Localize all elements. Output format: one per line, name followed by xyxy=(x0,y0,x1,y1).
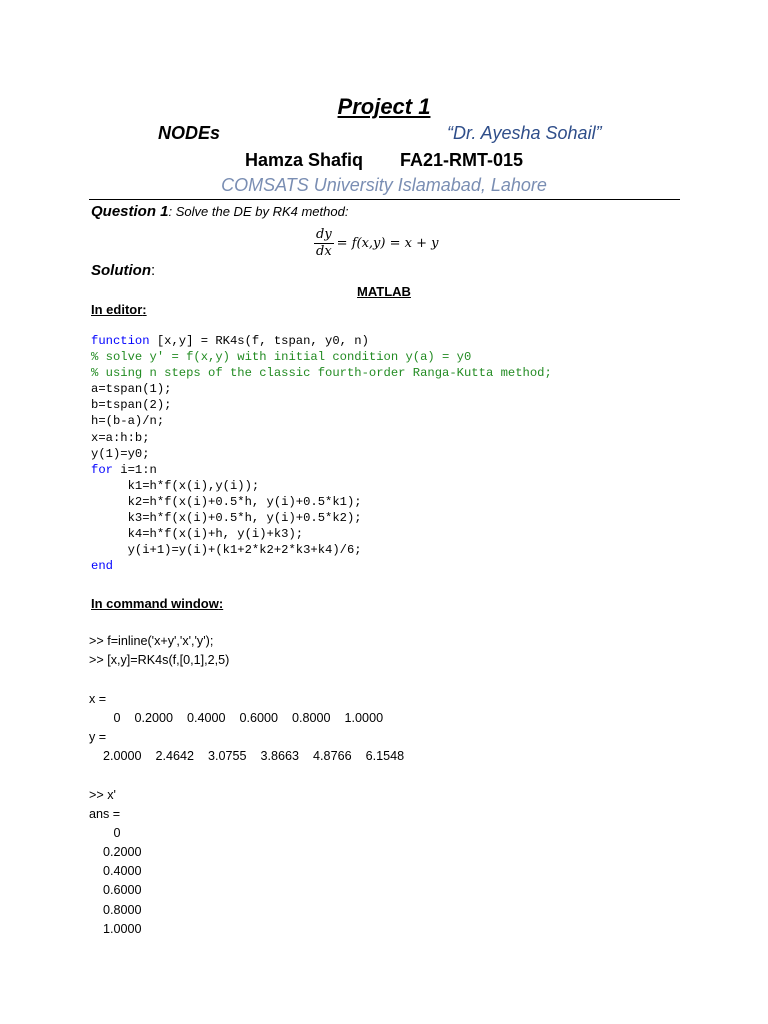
output-line: >> x' xyxy=(89,787,116,802)
code-text: k4=h*f(x(i)+h, y(i)+k3); xyxy=(91,527,304,542)
command-window-label: In command window xyxy=(91,596,219,611)
output-line: 2.0000 2.4642 3.0755 3.8663 4.8766 6.1548 xyxy=(89,749,405,764)
code-line xyxy=(91,381,552,397)
fraction-denominator: dx xyxy=(316,243,332,259)
code-text: i=1:n xyxy=(112,462,157,477)
code-keyword: for xyxy=(91,462,113,477)
code-line xyxy=(91,478,552,494)
matlab-heading: MATLAB xyxy=(357,284,411,299)
output-line: y = xyxy=(89,729,107,744)
code-text: k3=h*f(x(i)+0.5*h, y(i)+0.5*k2); xyxy=(91,511,362,526)
command-output-block xyxy=(89,632,404,939)
output-line: 0.8000 xyxy=(89,902,142,917)
output-line: x = xyxy=(89,691,107,706)
code-text: y(i+1)=y(i)+(k1+2*k2+2*k3+k4)/6; xyxy=(91,543,362,558)
code-text: k1=h*f(x(i),y(i)); xyxy=(91,478,260,493)
matlab-code-block xyxy=(91,333,552,574)
code-line xyxy=(91,430,552,446)
fraction-numerator: dy xyxy=(316,226,332,242)
code-text: b=tspan(2); xyxy=(91,398,172,413)
editor-label: In editor xyxy=(91,302,143,317)
code-line xyxy=(91,349,552,365)
code-keyword: function xyxy=(91,334,150,348)
code-text: k2=h*f(x(i)+0.5*h, y(i)+0.5*k1); xyxy=(91,494,362,509)
project-title: Project 1 xyxy=(337,94,431,119)
code-line xyxy=(91,494,552,510)
question-text: : Solve the DE by RK4 method: xyxy=(168,204,349,219)
code-comment: % using n steps of the classic fourth-order Ranga-Kutta method; xyxy=(91,366,552,381)
code-text: y(1)=y0; xyxy=(91,446,150,461)
code-line xyxy=(91,365,552,381)
code-line xyxy=(91,462,552,478)
code-line xyxy=(91,542,552,558)
code-text: h=(b-a)/n; xyxy=(91,414,165,429)
output-line xyxy=(89,670,404,689)
command-window-heading xyxy=(91,596,223,611)
equation-rhs: = f(x,y) = x + y xyxy=(336,235,439,251)
output-line: 0 0.2000 0.4000 0.6000 0.8000 1.0000 xyxy=(89,710,384,725)
derivative-fraction xyxy=(314,227,334,260)
question-label: Question 1 xyxy=(91,203,169,220)
solution-heading xyxy=(91,262,155,279)
code-line xyxy=(91,558,552,574)
solution-label: Solution xyxy=(91,262,151,279)
output-line: 0.4000 xyxy=(89,864,142,879)
output-line: >> f=inline('x+y','x','y'); xyxy=(89,634,214,648)
editor-heading xyxy=(91,302,147,317)
code-line xyxy=(91,446,552,462)
code-text: [x,y] = RK4s(f, tspan, y0, n) xyxy=(149,334,369,348)
question-heading xyxy=(91,203,348,220)
student-name: Hamza Shafiq xyxy=(245,150,364,170)
output-line: 1.0000 xyxy=(89,921,142,936)
code-line xyxy=(91,333,552,349)
advisor-name: “Dr. Ayesha Sohail” xyxy=(447,123,602,143)
output-line xyxy=(89,766,404,785)
course-name: NODEs xyxy=(158,123,221,143)
code-text: a=tspan(1); xyxy=(91,382,172,397)
output-line: ans = xyxy=(89,806,121,821)
editor-colon: : xyxy=(142,302,147,317)
code-comment: % solve y' = f(x,y) with initial condition y(a) = y0 xyxy=(91,350,472,365)
code-line xyxy=(91,413,552,429)
output-line: 0.6000 xyxy=(89,883,142,898)
code-line xyxy=(91,397,552,413)
code-keyword: end xyxy=(91,559,113,574)
university-name: COMSATS University Islamabad, Lahore xyxy=(221,175,547,195)
output-line: >> [x,y]=RK4s(f,[0,1],2,5) xyxy=(89,653,230,668)
code-text: x=a:h:b; xyxy=(91,430,150,445)
output-line: 0.2000 xyxy=(89,845,142,860)
header-divider xyxy=(89,199,680,200)
code-line xyxy=(91,526,552,542)
student-id: FA21-RMT-015 xyxy=(400,150,524,170)
solution-colon: : xyxy=(151,262,156,279)
command-window-colon: : xyxy=(218,596,224,611)
code-line xyxy=(91,510,552,526)
output-line: 0 xyxy=(89,825,121,840)
differential-equation xyxy=(314,222,438,264)
